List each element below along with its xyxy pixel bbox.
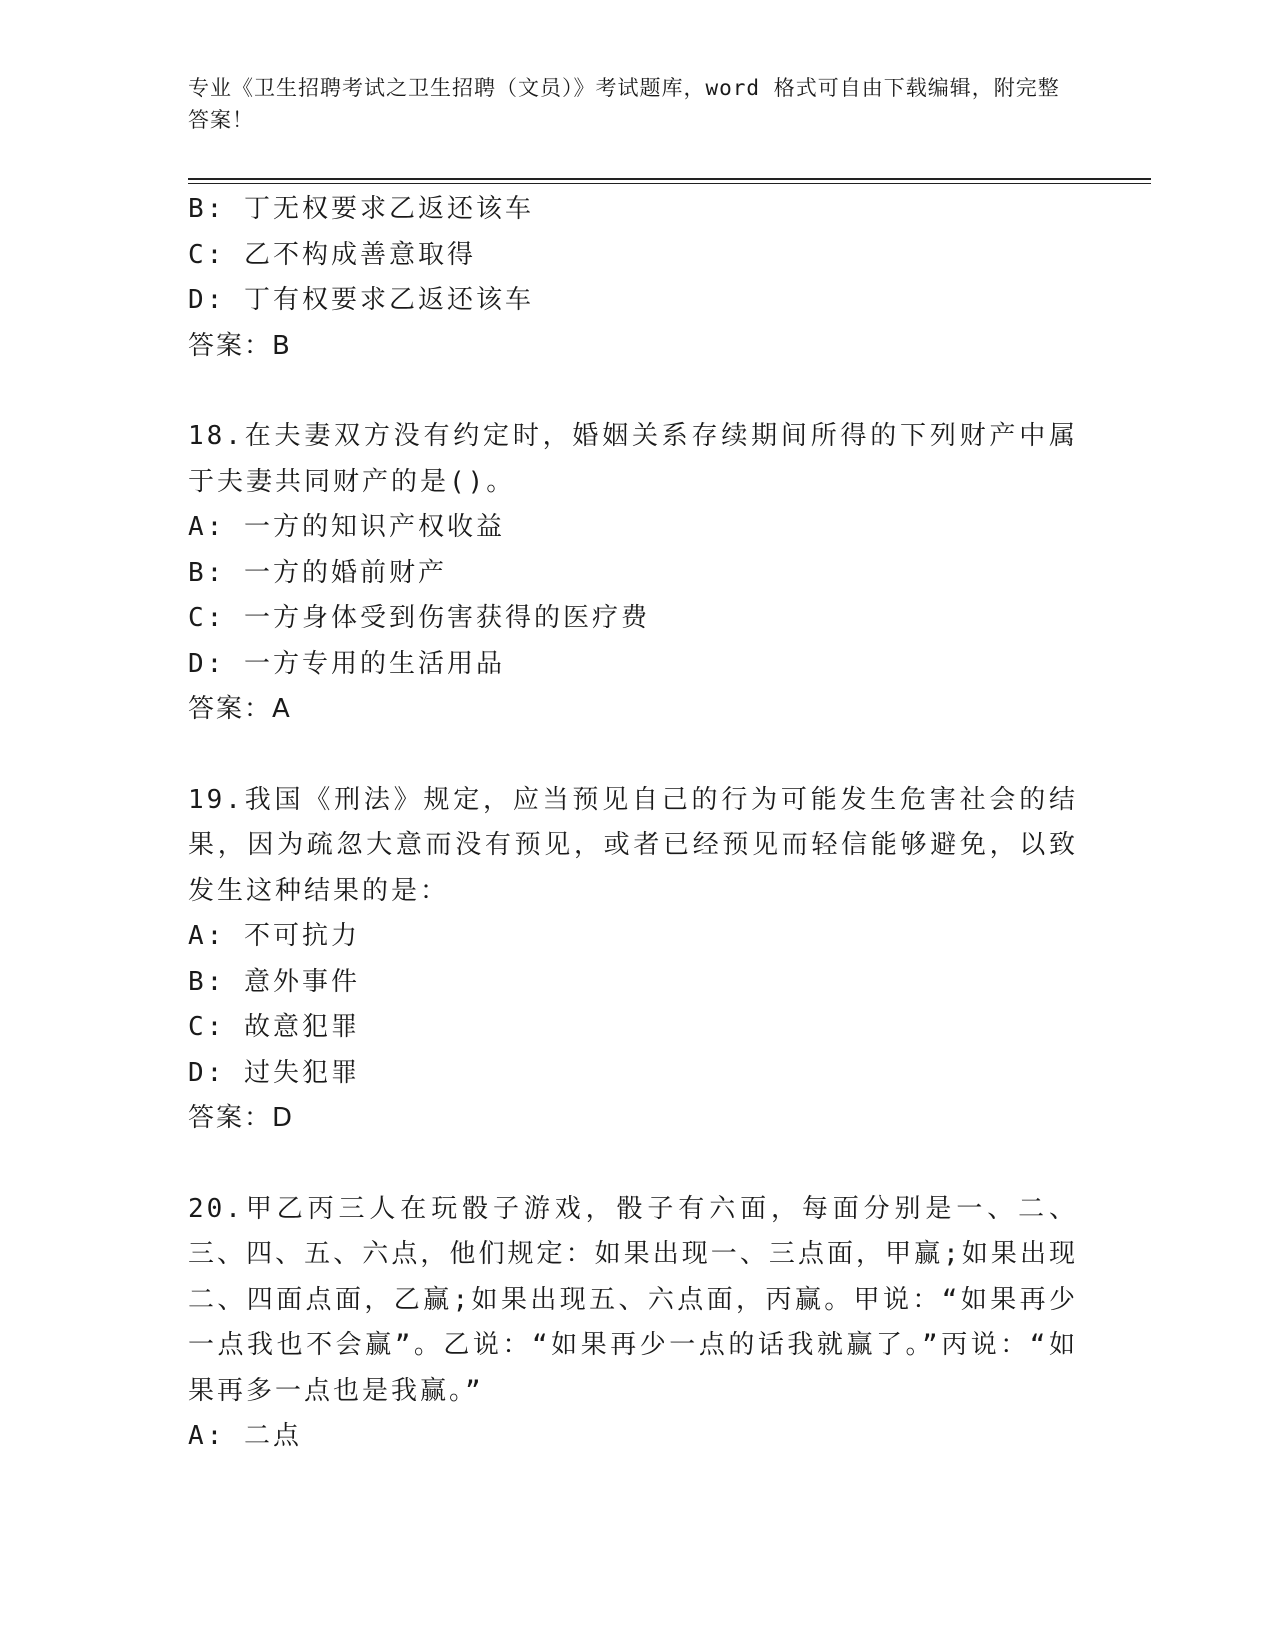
option-c: C: 乙不构成善意取得 — [188, 239, 476, 270]
option-a: A: 二点 — [188, 1421, 302, 1451]
header-text: 专业《卫生招聘考试之卫生招聘（文员）》考试题库，word 格式可自由下载编辑，附完整答案！ — [188, 76, 1060, 132]
document-header — [188, 72, 1068, 136]
answer: 答案：D — [188, 1103, 295, 1133]
header-divider-thin — [188, 183, 1151, 184]
option-c: C: 一方身体受到伤害获得的医疗费 — [188, 603, 650, 633]
option-c: C: 故意犯罪 — [188, 1012, 360, 1042]
question-stem: 19.我国《刑法》规定，应当预见自己的行为可能发生危害社会的结果，因为疏忽大意而没有预见，或者已经预见而轻信能够避免，以致发生这种结果的是： — [188, 784, 1078, 906]
question-18 — [188, 414, 1078, 733]
option-a: A: 一方的知识产权收益 — [188, 512, 505, 542]
question-20 — [188, 1187, 1078, 1460]
question-19 — [188, 778, 1078, 1142]
header-divider-thick — [188, 178, 1151, 180]
option-d: D: 一方专用的生活用品 — [188, 648, 505, 679]
option-d: D: 过失犯罪 — [188, 1057, 360, 1088]
option-b: B: 丁无权要求乙返还该车 — [188, 194, 534, 224]
answer: 答案：A — [188, 694, 292, 724]
question-17-fragment — [188, 187, 1078, 369]
answer: 答案：B — [188, 330, 292, 361]
option-b: B: 一方的婚前财产 — [188, 557, 447, 588]
question-stem: 18.在夫妻双方没有约定时，婚姻关系存续期间所得的下列财产中属于夫妻共同财产的是()。 — [188, 421, 1078, 497]
option-a: A: 不可抗力 — [188, 921, 360, 951]
question-stem: 20.甲乙丙三人在玩骰子游戏，骰子有六面，每面分别是一、二、三、四、五、六点，他们规定：如果出现一、三点面，甲赢;如果出现二、四面点面，乙赢;如果出现五、六点面，丙赢。甲说：“如果再少一点我也不会赢”。乙说：“如果再少一点的话我就赢了。”丙说：“如果再多一点也是我赢。” — [188, 1193, 1078, 1406]
option-d: D: 丁有权要求乙返还该车 — [188, 285, 534, 315]
question-list — [188, 187, 1078, 1460]
option-b: B: 意外事件 — [188, 966, 360, 997]
